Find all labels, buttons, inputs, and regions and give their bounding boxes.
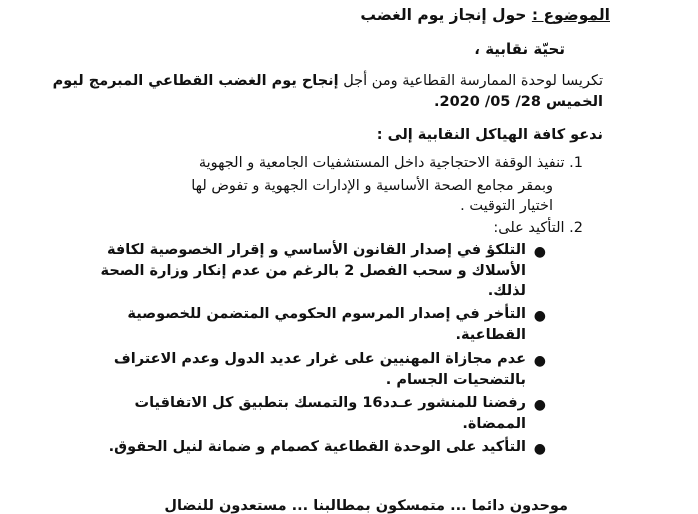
bullet-line: الأسلاك و سحب الفصل 2 بالرغم من عدم إنكار وزارة الصحة bbox=[100, 263, 526, 279]
bullet-line: لذلك. bbox=[487, 283, 526, 299]
bullet-icon: ● bbox=[533, 441, 546, 457]
bullet-icon: ● bbox=[533, 308, 546, 324]
bullet-icon: ● bbox=[533, 244, 546, 260]
bullet-line: التأخر في إصدار المرسوم الحكومي المتضمن للخصوصية bbox=[127, 306, 526, 322]
bullet-icon: ● bbox=[533, 353, 546, 369]
item-line: تنفيذ الوقفة الاحتجاجية داخل المستشفيات الجامعية و الجهوية bbox=[198, 155, 565, 171]
numbered-item-2 bbox=[493, 220, 583, 236]
subject-text: حول إنجاز يوم الغضب bbox=[360, 6, 527, 24]
bullet-line: رفضنا للمنشور عـدد16 والتمسك بتطبيق كل الاتفاقيات bbox=[134, 395, 526, 411]
subject-label: الموضوع : bbox=[531, 6, 610, 24]
bullet-line: بالتضحيات الجسام . bbox=[385, 372, 526, 388]
item-number: 1. bbox=[569, 155, 583, 171]
bullet-line: الممضاة. bbox=[462, 416, 526, 432]
item-line: وبمقر مجامع الصحة الأساسية و الإدارات الجهوية و تفوض لها bbox=[191, 178, 553, 194]
bullet-line: التلكؤ في إصدار القانون الأساسي و إقرار الخصوصية لكافة bbox=[107, 242, 526, 258]
subject-line bbox=[360, 6, 610, 24]
intro-text-bold: إنجاح يوم الغضب القطاعي المبرمج ليوم bbox=[52, 73, 339, 89]
item-line: التأكيد على: bbox=[493, 220, 565, 236]
numbered-item-1 bbox=[199, 155, 583, 171]
call-heading: ندعو كافة الهياكل النقابية إلى : bbox=[376, 127, 603, 143]
bullet-line: التأكيد على الوحدة القطاعية كصمام و ضمانة لنيل الحقوق. bbox=[108, 439, 526, 455]
bullet-icon: ● bbox=[533, 397, 546, 413]
bullet-line: عدم مجازاة المهنيين على غرار عديد الدول وعدم الاعتراف bbox=[113, 351, 526, 367]
item-number: 2. bbox=[569, 220, 583, 236]
item-line: اختيار التوقيت . bbox=[460, 198, 553, 214]
intro-line-2: الخميس 28/ 05/ 2020. bbox=[433, 94, 603, 110]
closing-line: موحدون دائما ... متمسكون بمطالبنا ... مستعدون للنضال bbox=[164, 498, 568, 514]
bullet-line: القطاعية. bbox=[455, 327, 526, 343]
intro-line-1 bbox=[53, 73, 603, 89]
greeting: تحيّة نقابية ، bbox=[474, 40, 565, 58]
intro-text-start: تكريسا لوحدة الممارسة القطاعية ومن أجل bbox=[338, 73, 603, 89]
